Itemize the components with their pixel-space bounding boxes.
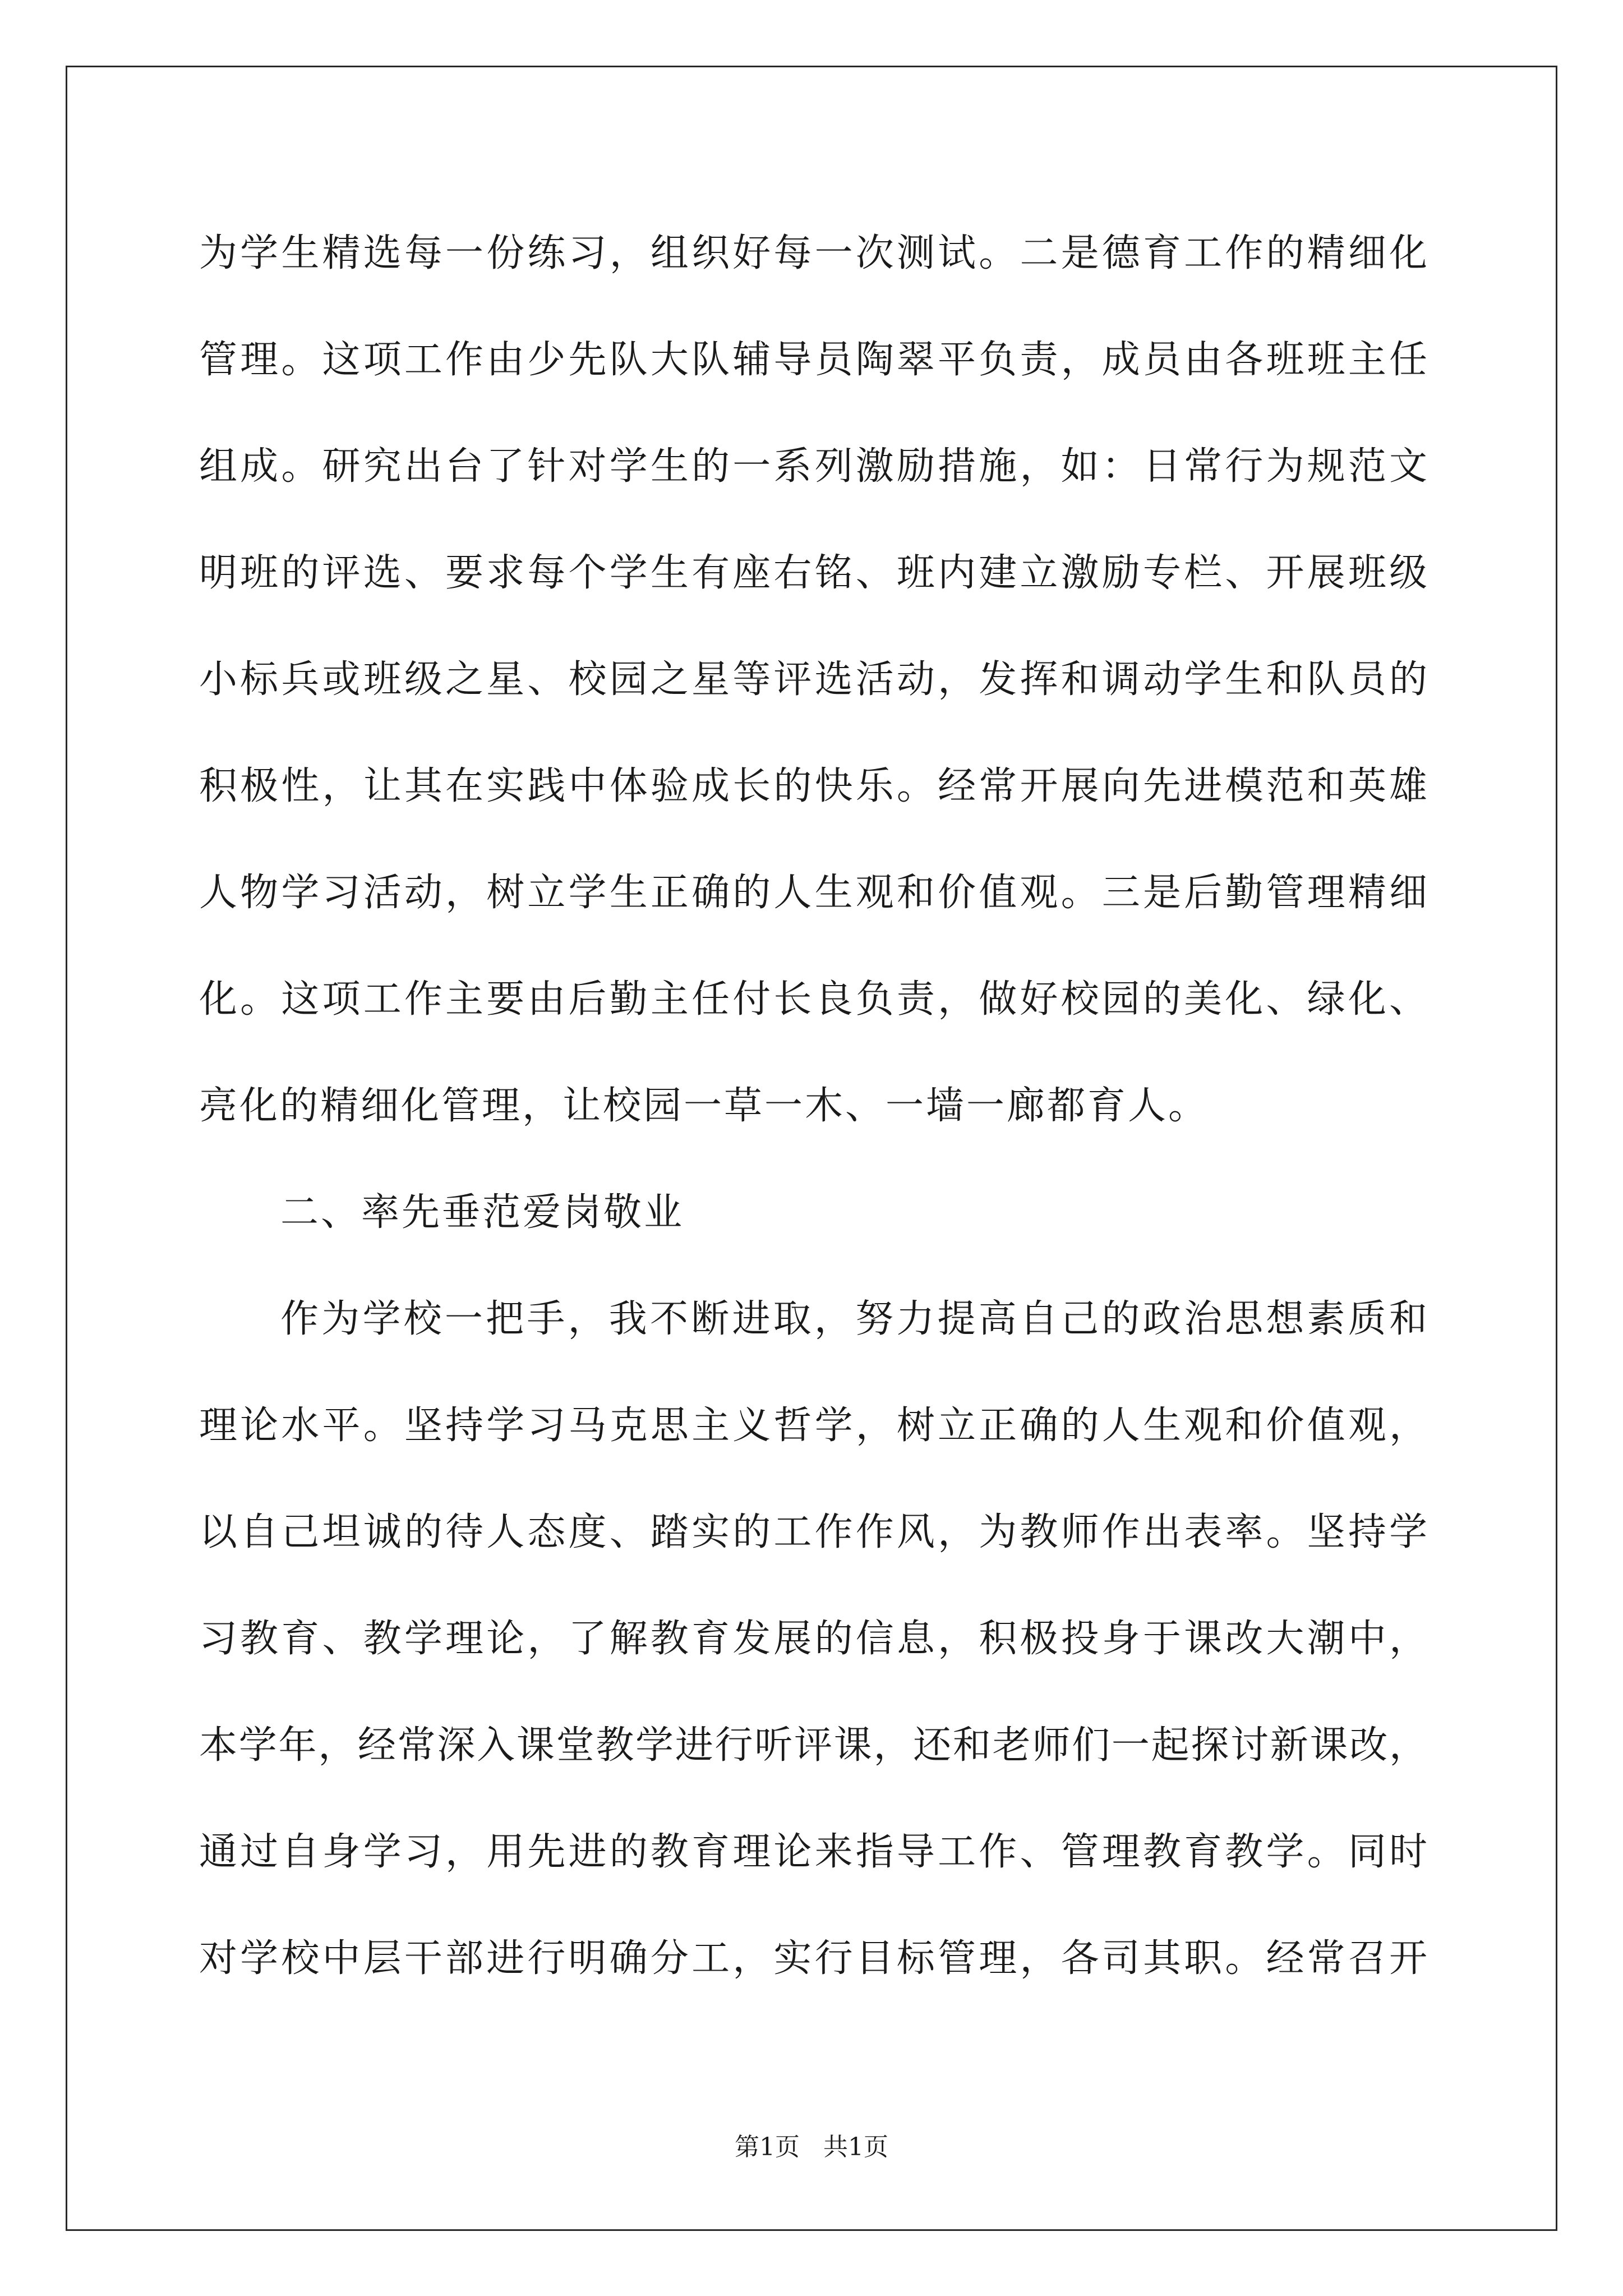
text-line: 明班的评选、要求每个学生有座右铭、班内建立激励专栏、开展班级 bbox=[199, 551, 1427, 595]
text-line: 管理。这项工作由少先队大队辅导员陶翠平负责，成员由各班班主任 bbox=[199, 338, 1427, 382]
text-line: 习教育、教学理论，了解教育发展的信息，积极投身于课改大潮中， bbox=[199, 1617, 1427, 1661]
page-number: 第1页 bbox=[735, 2133, 800, 2161]
text-line: 人物学习活动，树立学生正确的人生观和价值观。三是后勤管理精细 bbox=[199, 871, 1427, 915]
text-line: 化。这项工作主要由后勤主任付长良负责，做好校园的美化、绿化、 bbox=[199, 977, 1427, 1022]
text-line: 为学生精选每一份练习，组织好每一次测试。二是德育工作的精细化 bbox=[199, 231, 1427, 275]
text-line: 通过自身学习，用先进的教育理论来指导工作、管理教育教学。同时 bbox=[199, 1830, 1427, 1874]
text-line: 以自己坦诚的待人态度、踏实的工作作风，为教师作出表率。坚持学 bbox=[199, 1510, 1427, 1554]
text-line: 亮化的精细化管理，让校园一草一木、一墙一廊都育人。 bbox=[199, 1084, 1209, 1128]
text-line: 对学校中层干部进行明确分工，实行目标管理，各司其职。经常召开 bbox=[199, 1936, 1427, 1981]
text-line: 小标兵或班级之星、校园之星等评选活动，发挥和调动学生和队员的 bbox=[199, 657, 1427, 702]
text-line: 积极性，让其在实践中体验成长的快乐。经常开展向先进模范和英雄 bbox=[199, 764, 1427, 808]
text-line: 本学年，经常深入课堂教学进行听评课，还和老师们一起探讨新课改， bbox=[199, 1723, 1427, 1768]
page-total: 共1页 bbox=[823, 2133, 888, 2161]
page-footer bbox=[0, 2131, 1623, 2164]
text-line: 二、率先垂范爱岗敬业 bbox=[280, 1190, 685, 1235]
text-line: 作为学校一把手，我不断进取，努力提高自己的政治思想素质和 bbox=[280, 1297, 1427, 1341]
text-line: 理论水平。坚持学习马克思主义哲学，树立正确的人生观和价值观， bbox=[199, 1404, 1427, 1448]
text-line: 组成。研究出台了针对学生的一系列激励措施，如：日常行为规范文 bbox=[199, 444, 1427, 489]
